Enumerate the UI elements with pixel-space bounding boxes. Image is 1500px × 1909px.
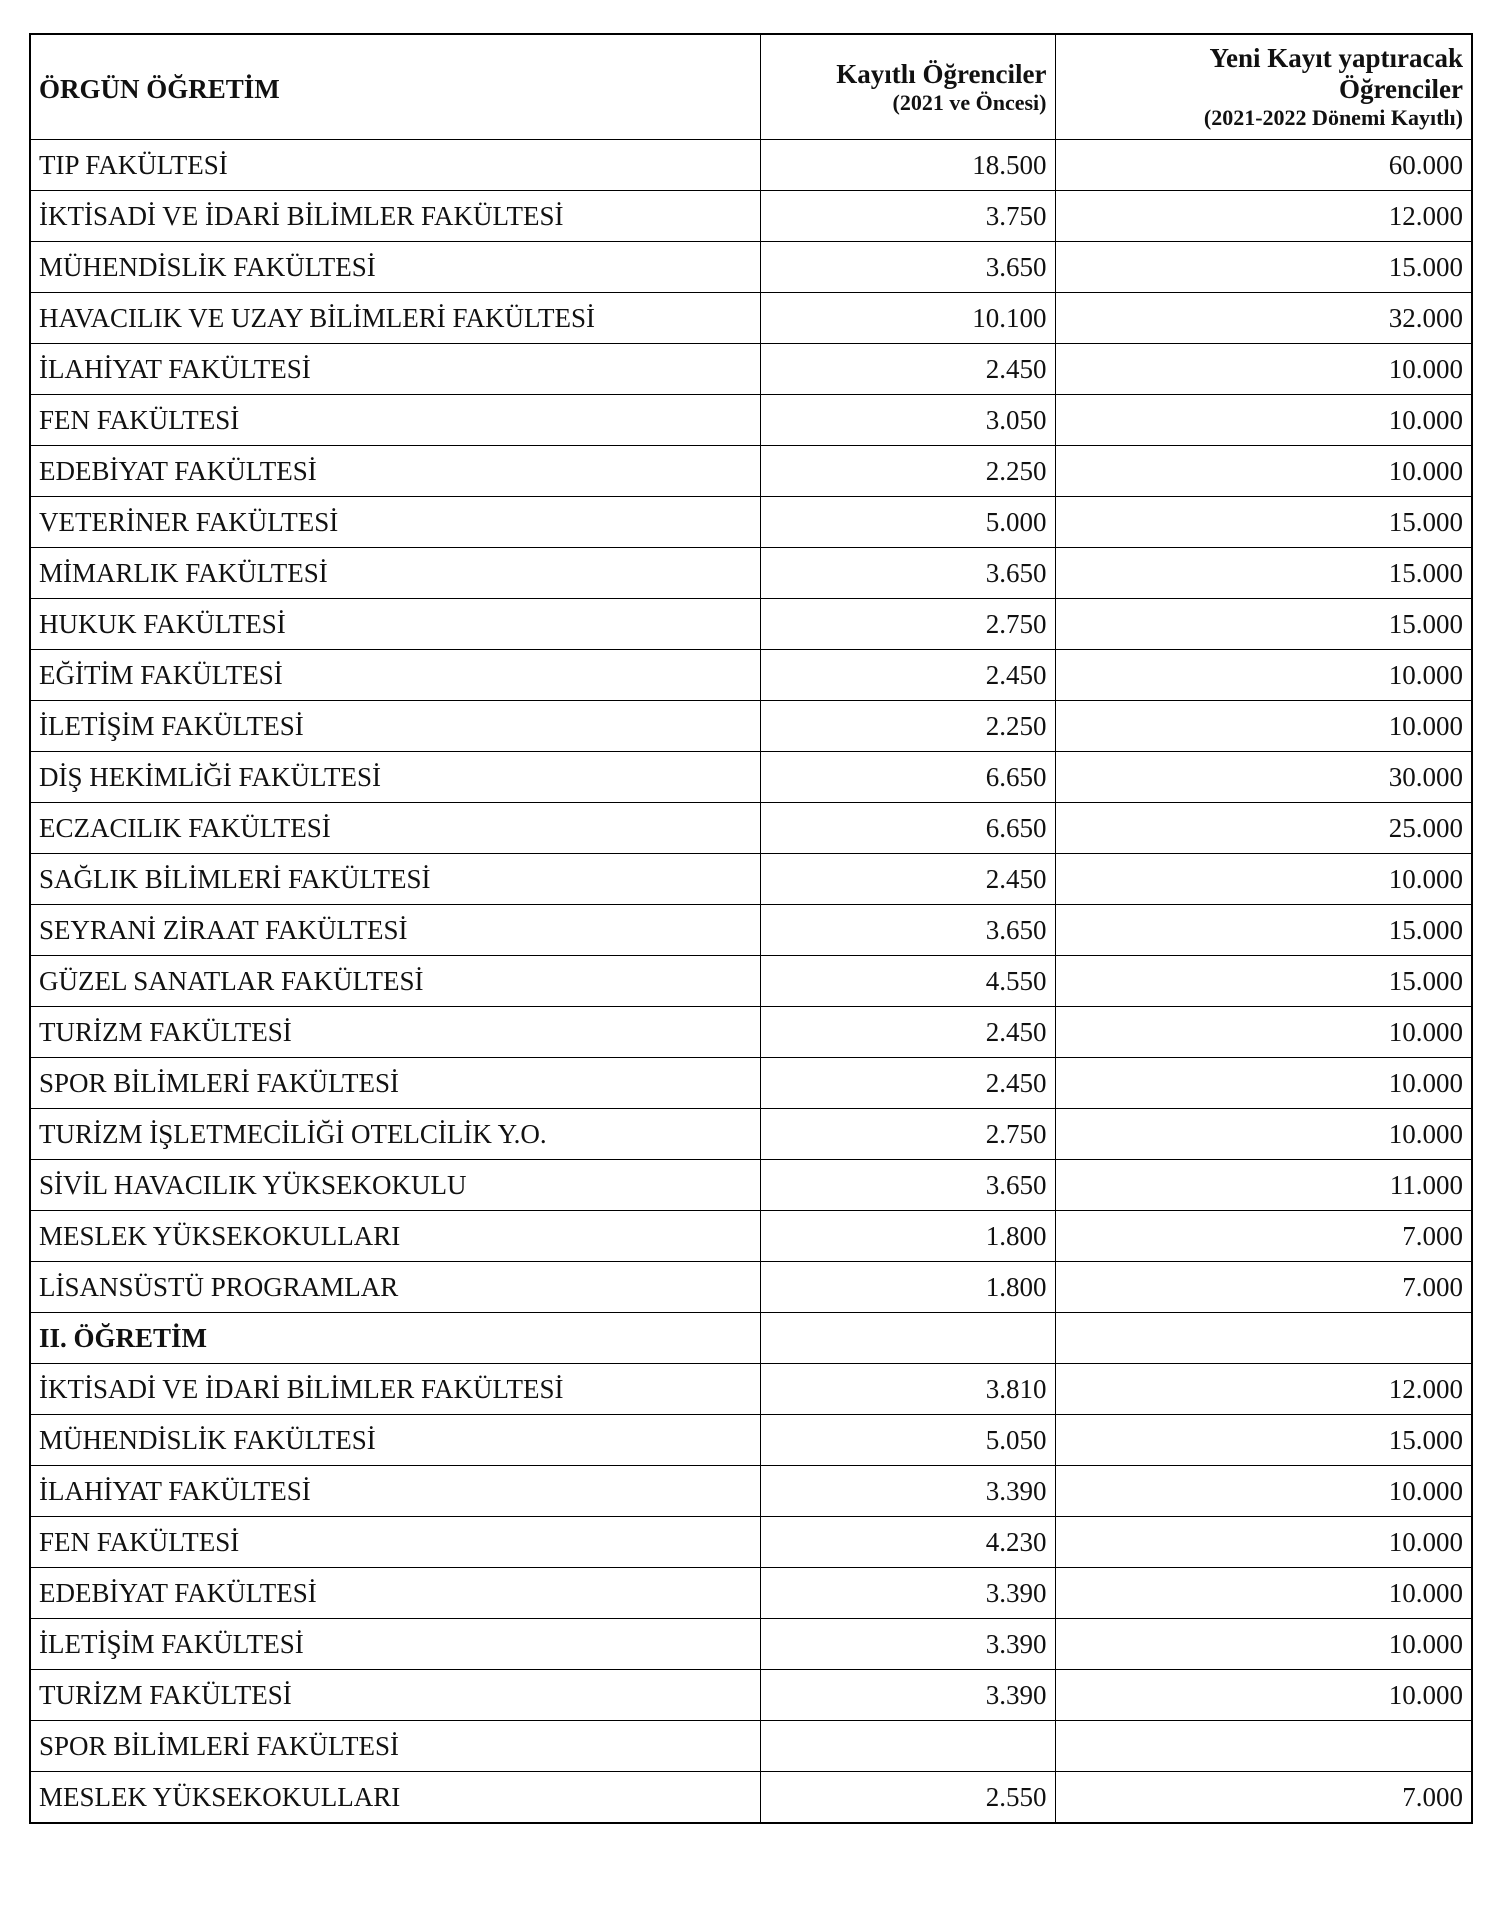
new-fee-cell: 10.000 bbox=[1055, 650, 1472, 701]
faculty-name-cell: EĞİTİM FAKÜLTESİ bbox=[30, 650, 760, 701]
registered-fee-cell: 3.390 bbox=[760, 1466, 1055, 1517]
new-fee-cell: 10.000 bbox=[1055, 1619, 1472, 1670]
registered-fee-cell: 3.390 bbox=[760, 1568, 1055, 1619]
header-new-line1: Yeni Kayıt yaptıracak bbox=[1209, 43, 1463, 74]
registered-fee-cell: 2.450 bbox=[760, 344, 1055, 395]
table-row bbox=[30, 650, 1472, 701]
table-row bbox=[30, 293, 1472, 344]
registered-fee-cell: 2.250 bbox=[760, 446, 1055, 497]
registered-fee-cell: 3.390 bbox=[760, 1670, 1055, 1721]
new-fee-cell: 10.000 bbox=[1055, 1568, 1472, 1619]
registered-fee-cell: 1.800 bbox=[760, 1211, 1055, 1262]
registered-fee-cell: 2.550 bbox=[760, 1772, 1055, 1824]
new-fee-cell: 12.000 bbox=[1055, 1364, 1472, 1415]
new-fee-cell: 10.000 bbox=[1055, 395, 1472, 446]
new-fee-cell: 10.000 bbox=[1055, 1517, 1472, 1568]
faculty-name-cell: TURİZM FAKÜLTESİ bbox=[30, 1007, 760, 1058]
faculty-name-cell: TURİZM İŞLETMECİLİĞİ OTELCİLİK Y.O. bbox=[30, 1109, 760, 1160]
registered-fee-cell: 2.450 bbox=[760, 650, 1055, 701]
table-row bbox=[30, 1466, 1472, 1517]
header-row bbox=[30, 34, 1472, 140]
new-fee-cell: 15.000 bbox=[1055, 497, 1472, 548]
new-fee-cell: 10.000 bbox=[1055, 446, 1472, 497]
registered-fee-cell: 5.000 bbox=[760, 497, 1055, 548]
faculty-name-cell: MİMARLIK FAKÜLTESİ bbox=[30, 548, 760, 599]
table-row bbox=[30, 1619, 1472, 1670]
table-row bbox=[30, 905, 1472, 956]
faculty-name-cell: TURİZM FAKÜLTESİ bbox=[30, 1670, 760, 1721]
new-fee-cell: 10.000 bbox=[1055, 1007, 1472, 1058]
faculty-name-cell: SİVİL HAVACILIK YÜKSEKOKULU bbox=[30, 1160, 760, 1211]
table-row bbox=[30, 701, 1472, 752]
table-row bbox=[30, 1160, 1472, 1211]
new-fee-cell: 15.000 bbox=[1055, 1415, 1472, 1466]
registered-fee-cell: 3.650 bbox=[760, 548, 1055, 599]
new-fee-cell: 10.000 bbox=[1055, 1670, 1472, 1721]
table-row bbox=[30, 1364, 1472, 1415]
new-fee-cell: 10.000 bbox=[1055, 701, 1472, 752]
header-registered-line2: (2021 ve Öncesi) bbox=[892, 89, 1047, 115]
registered-fee-cell: 6.650 bbox=[760, 803, 1055, 854]
new-fee-cell: 10.000 bbox=[1055, 1466, 1472, 1517]
registered-fee-cell: 2.450 bbox=[760, 1058, 1055, 1109]
faculty-name-cell: SPOR BİLİMLERİ FAKÜLTESİ bbox=[30, 1058, 760, 1109]
registered-fee-cell: 2.450 bbox=[760, 854, 1055, 905]
registered-fee-cell: 10.100 bbox=[760, 293, 1055, 344]
new-fee-cell: 7.000 bbox=[1055, 1262, 1472, 1313]
new-fee-cell: 15.000 bbox=[1055, 599, 1472, 650]
new-fee-cell: 10.000 bbox=[1055, 854, 1472, 905]
table-row bbox=[30, 1109, 1472, 1160]
faculty-name-cell: MESLEK YÜKSEKOKULLARI bbox=[30, 1772, 760, 1824]
faculty-name-cell: DİŞ HEKİMLİĞİ FAKÜLTESİ bbox=[30, 752, 760, 803]
faculty-name-cell: TIP FAKÜLTESİ bbox=[30, 140, 760, 191]
header-new-students bbox=[1055, 34, 1472, 140]
new-fee-cell: 10.000 bbox=[1055, 344, 1472, 395]
registered-fee-cell: 3.750 bbox=[760, 191, 1055, 242]
new-fee-cell bbox=[1055, 1721, 1472, 1772]
new-fee-cell: 60.000 bbox=[1055, 140, 1472, 191]
table-row bbox=[30, 1262, 1472, 1313]
faculty-name-cell: GÜZEL SANATLAR FAKÜLTESİ bbox=[30, 956, 760, 1007]
table-row bbox=[30, 956, 1472, 1007]
table-row bbox=[30, 1772, 1472, 1824]
faculty-name-cell: SPOR BİLİMLERİ FAKÜLTESİ bbox=[30, 1721, 760, 1772]
registered-fee-cell: 3.390 bbox=[760, 1619, 1055, 1670]
faculty-name-cell: MESLEK YÜKSEKOKULLARI bbox=[30, 1211, 760, 1262]
new-fee-cell: 15.000 bbox=[1055, 956, 1472, 1007]
faculty-name-cell: FEN FAKÜLTESİ bbox=[30, 395, 760, 446]
registered-fee-cell: 2.750 bbox=[760, 599, 1055, 650]
registered-fee-cell: 4.230 bbox=[760, 1517, 1055, 1568]
table-row bbox=[30, 395, 1472, 446]
registered-fee-cell: 5.050 bbox=[760, 1415, 1055, 1466]
table-row bbox=[30, 1058, 1472, 1109]
fee-table bbox=[29, 33, 1473, 1824]
faculty-name-cell: MÜHENDİSLİK FAKÜLTESİ bbox=[30, 1415, 760, 1466]
faculty-name-cell: İLETİŞİM FAKÜLTESİ bbox=[30, 701, 760, 752]
new-fee-cell: 10.000 bbox=[1055, 1109, 1472, 1160]
new-fee-cell: 30.000 bbox=[1055, 752, 1472, 803]
faculty-name-cell: EDEBİYAT FAKÜLTESİ bbox=[30, 446, 760, 497]
table-row bbox=[30, 1007, 1472, 1058]
registered-fee-cell: 3.050 bbox=[760, 395, 1055, 446]
table-row bbox=[30, 191, 1472, 242]
header-new-line3: (2021-2022 Dönemi Kayıtlı) bbox=[1203, 105, 1463, 131]
table-row bbox=[30, 1721, 1472, 1772]
faculty-name-cell: II. ÖĞRETİM bbox=[30, 1313, 760, 1364]
faculty-name-cell: İKTİSADİ VE İDARİ BİLİMLER FAKÜLTESİ bbox=[30, 1364, 760, 1415]
table-row bbox=[30, 344, 1472, 395]
table-row bbox=[30, 752, 1472, 803]
registered-fee-cell: 2.250 bbox=[760, 701, 1055, 752]
registered-fee-cell: 4.550 bbox=[760, 956, 1055, 1007]
header-new-line2: Öğrenciler bbox=[1339, 74, 1463, 105]
header-registered-line1: Kayıtlı Öğrenciler bbox=[836, 58, 1047, 89]
new-fee-cell: 15.000 bbox=[1055, 905, 1472, 956]
faculty-name-cell: İLAHİYAT FAKÜLTESİ bbox=[30, 344, 760, 395]
registered-fee-cell: 2.450 bbox=[760, 1007, 1055, 1058]
registered-fee-cell: 1.800 bbox=[760, 1262, 1055, 1313]
registered-fee-cell: 2.750 bbox=[760, 1109, 1055, 1160]
registered-fee-cell: 18.500 bbox=[760, 140, 1055, 191]
table-row bbox=[30, 854, 1472, 905]
registered-fee-cell bbox=[760, 1313, 1055, 1364]
new-fee-cell: 7.000 bbox=[1055, 1772, 1472, 1824]
new-fee-cell: 12.000 bbox=[1055, 191, 1472, 242]
registered-fee-cell: 3.810 bbox=[760, 1364, 1055, 1415]
table-row bbox=[30, 1211, 1472, 1262]
faculty-name-cell: ECZACILIK FAKÜLTESİ bbox=[30, 803, 760, 854]
faculty-name-cell: FEN FAKÜLTESİ bbox=[30, 1517, 760, 1568]
table-row bbox=[30, 803, 1472, 854]
faculty-name-cell: İKTİSADİ VE İDARİ BİLİMLER FAKÜLTESİ bbox=[30, 191, 760, 242]
table-row bbox=[30, 497, 1472, 548]
new-fee-cell: 32.000 bbox=[1055, 293, 1472, 344]
faculty-name-cell: SAĞLIK BİLİMLERİ FAKÜLTESİ bbox=[30, 854, 760, 905]
faculty-name-cell: EDEBİYAT FAKÜLTESİ bbox=[30, 1568, 760, 1619]
new-fee-cell: 25.000 bbox=[1055, 803, 1472, 854]
new-fee-cell bbox=[1055, 1313, 1472, 1364]
registered-fee-cell: 6.650 bbox=[760, 752, 1055, 803]
registered-fee-cell bbox=[760, 1721, 1055, 1772]
table-row bbox=[30, 548, 1472, 599]
new-fee-cell: 15.000 bbox=[1055, 548, 1472, 599]
faculty-name-cell: İLAHİYAT FAKÜLTESİ bbox=[30, 1466, 760, 1517]
section-row bbox=[30, 1313, 1472, 1364]
table-body bbox=[30, 140, 1472, 1824]
table-row bbox=[30, 1415, 1472, 1466]
faculty-name-cell: İLETİŞİM FAKÜLTESİ bbox=[30, 1619, 760, 1670]
new-fee-cell: 11.000 bbox=[1055, 1160, 1472, 1211]
table-row bbox=[30, 140, 1472, 191]
registered-fee-cell: 3.650 bbox=[760, 242, 1055, 293]
faculty-name-cell: VETERİNER FAKÜLTESİ bbox=[30, 497, 760, 548]
table-row bbox=[30, 599, 1472, 650]
table-row bbox=[30, 1568, 1472, 1619]
table-row bbox=[30, 242, 1472, 293]
faculty-name-cell: HAVACILIK VE UZAY BİLİMLERİ FAKÜLTESİ bbox=[30, 293, 760, 344]
registered-fee-cell: 3.650 bbox=[760, 1160, 1055, 1211]
table-row bbox=[30, 1517, 1472, 1568]
faculty-name-cell: HUKUK FAKÜLTESİ bbox=[30, 599, 760, 650]
faculty-name-cell: SEYRANİ ZİRAAT FAKÜLTESİ bbox=[30, 905, 760, 956]
new-fee-cell: 7.000 bbox=[1055, 1211, 1472, 1262]
new-fee-cell: 10.000 bbox=[1055, 1058, 1472, 1109]
table-row bbox=[30, 446, 1472, 497]
header-registered-students bbox=[760, 34, 1055, 140]
faculty-name-cell: MÜHENDİSLİK FAKÜLTESİ bbox=[30, 242, 760, 293]
table-row bbox=[30, 1670, 1472, 1721]
registered-fee-cell: 3.650 bbox=[760, 905, 1055, 956]
faculty-name-cell: LİSANSÜSTÜ PROGRAMLAR bbox=[30, 1262, 760, 1313]
header-name: ÖRGÜN ÖĞRETİM bbox=[30, 34, 760, 140]
new-fee-cell: 15.000 bbox=[1055, 242, 1472, 293]
